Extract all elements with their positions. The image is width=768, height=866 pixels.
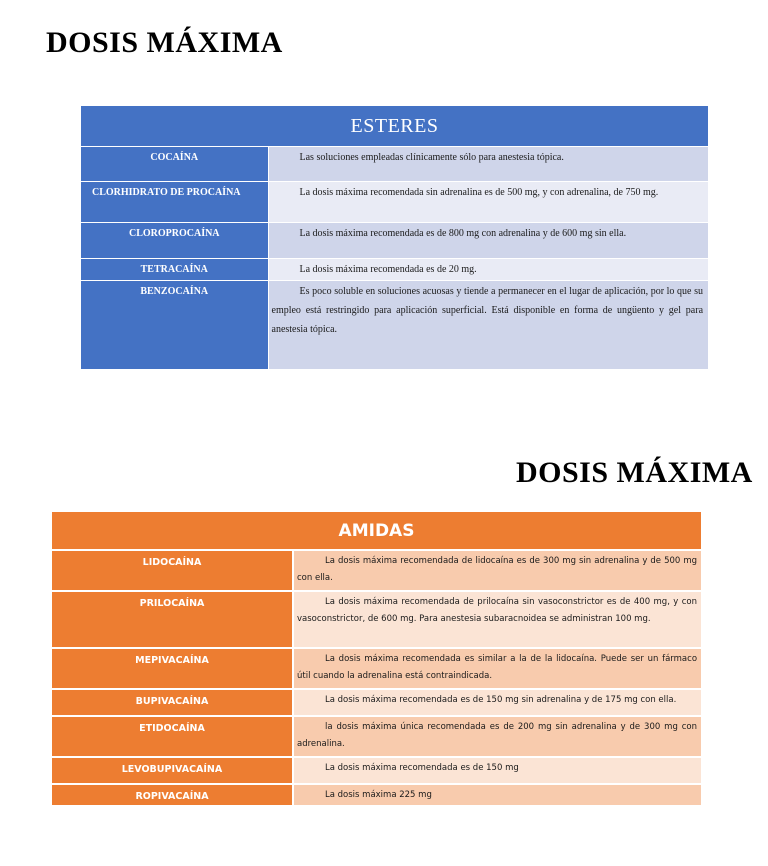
drug-name: ETIDOCAÍNA [52, 716, 293, 757]
drug-name: BUPIVACAÍNA [52, 689, 293, 716]
drug-dose: La dosis máxima recomendada es de 800 mg con adrenalina y de 600 mg sin ella. [268, 223, 708, 259]
table-row [52, 689, 701, 716]
drug-dose: Las soluciones empleadas clínicamente sólo para anestesia tópica. [268, 147, 708, 182]
table-row [81, 223, 708, 259]
drug-dose: La dosis máxima recomendada es de 20 mg. [268, 259, 708, 281]
esteres-table [81, 106, 708, 370]
table-title: ESTERES [81, 106, 708, 147]
drug-dose: La dosis máxima recomendada de lidocaína es de 300 mg sin adrenalina y de 500 mg con ella. [293, 550, 701, 591]
table-row [52, 648, 701, 689]
drug-dose: La dosis máxima recomendada sin adrenalina es de 500 mg, y con adrenalina, de 750 mg. [268, 182, 708, 223]
drug-name: PRILOCAÍNA [52, 591, 293, 648]
table-header-row [52, 512, 701, 550]
table-row [81, 281, 708, 370]
drug-name: CLOROPROCAÍNA [81, 223, 268, 259]
amidas-table [52, 512, 701, 807]
drug-dose: La dosis máxima recomendada es similar a la de la lidocaína. Puede ser un fármaco útil cuando la adrenalina está contraindicada. [293, 648, 701, 689]
drug-dose: La dosis máxima 225 mg [293, 784, 701, 806]
drug-name: TETRACAÍNA [81, 259, 268, 281]
drug-name: COCAÍNA [81, 147, 268, 182]
drug-name: BENZOCAÍNA [81, 281, 268, 370]
drug-name: ROPIVACAÍNA [52, 784, 293, 806]
table-row [52, 757, 701, 784]
table-header-row [81, 106, 708, 147]
table-title: AMIDAS [52, 512, 701, 550]
drug-name: MEPIVACAÍNA [52, 648, 293, 689]
drug-name: LEVOBUPIVACAÍNA [52, 757, 293, 784]
table-row [81, 259, 708, 281]
drug-dose: la dosis máxima única recomendada es de 200 mg sin adrenalina y de 300 mg con adrenalina. [293, 716, 701, 757]
drug-dose: La dosis máxima recomendada de prilocaína sin vasoconstrictor es de 400 mg, y con vasoconstrictor, de 600 mg. Para anestesia subaracnoidea se administran 100 mg. [293, 591, 701, 648]
page-title: DOSIS MÁXIMA [46, 26, 283, 59]
drug-name: LIDOCAÍNA [52, 550, 293, 591]
table-row [52, 784, 701, 806]
table-row [52, 550, 701, 591]
table-row [52, 716, 701, 757]
drug-name: CLORHIDRATO DE PROCAÍNA [81, 182, 268, 223]
drug-dose: Es poco soluble en soluciones acuosas y tiende a permanecer en el lugar de aplicación, por lo que su empleo está restringido para aplicación superficial. Está disponible en forma de ungüento y gel para anestesia tópica. [268, 281, 708, 370]
drug-dose: La dosis máxima recomendada es de 150 mg sin adrenalina y de 175 mg con ella. [293, 689, 701, 716]
table-row [81, 147, 708, 182]
section-title: DOSIS MÁXIMA [516, 456, 753, 489]
drug-dose: La dosis máxima recomendada es de 150 mg [293, 757, 701, 784]
table-row [81, 182, 708, 223]
table-row [52, 591, 701, 648]
